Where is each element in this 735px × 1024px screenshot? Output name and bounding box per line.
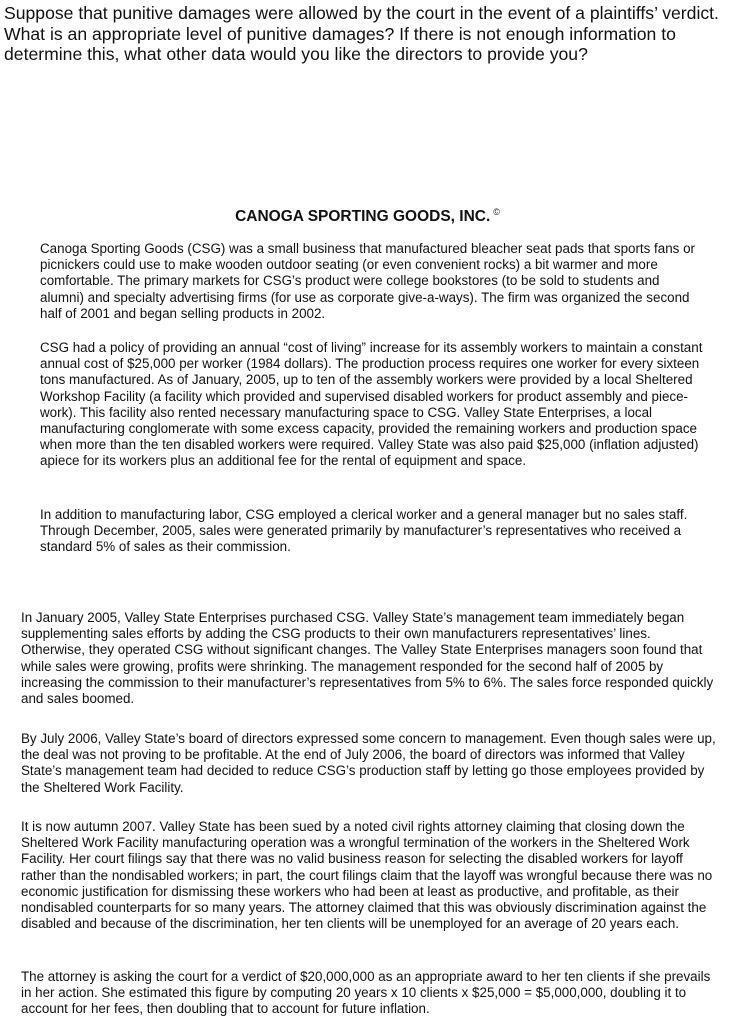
paragraph-cost-of-living-policy: CSG had a policy of providing an annual “cost of living” increase for its assembly workers to maintain a constant annual cost of $25,000 per worker (1984 dollars). The production process requires one worker for every sixteen tons manufactured. As of January, 2005, up to ten of the assembly workers were provided by a local Sheltered Workshop Facility (a facility which provided and supervised disabled workers for product assembly and piece-work). This facility also rented necessary manufacturing space to CSG. Valley State Enterprises, a local manufacturing conglomerate with some excess capacity, provided the remaining workers and production space when more than the ten disabled workers were required. Valley State was also paid $25,000 (inflation adjusted) apiece for its workers plus an additional fee for the rental of equipment and space. bbox=[40, 340, 703, 469]
case-title bbox=[0, 203, 735, 226]
paragraph-board-concern: By July 2006, Valley State’s board of directors expressed some concern to management. Even though sales were up, the deal was not proving to be profitable. At the end of July 2006, the board of directors was informed that Valley State’s management team had decided to reduce CSG’s production staff by letting go those employees provided by the Sheltered Work Facility. bbox=[21, 731, 716, 795]
discussion-question: Suppose that punitive damages were allowed by the court in the event of a plaintiffs’ verdict. What is an appropriate level of punitive damages? If there is not enough information to determine this, what other data would you like the directors to provide you? bbox=[4, 3, 719, 64]
copyright-mark: © bbox=[493, 207, 500, 217]
paragraph-acquisition: In January 2005, Valley State Enterprises purchased CSG. Valley State’s management team immediately began supplementing sales efforts by adding the CSG products to their own manufacturers representatives’ lines. Otherwise, they operated CSG without significant changes. The Valley State Enterprises managers soon found that while sales were growing, profits were shrinking. The management responded for the second half of 2005 by increasing the commission to their manufacturer’s representatives from 5% to 6%. The sales force responded quickly and sales boomed. bbox=[21, 610, 714, 707]
paragraph-company-background: Canoga Sporting Goods (CSG) was a small business that manufactured bleacher seat pads that sports fans or picnickers could use to make wooden outdoor seating (or even convenient rocks) a bit warmer and more comfortable. The primary markets for CSG’s product were college bookstores (to be sold to students and alumni) and specialty advertising firms (for use as corporate give-a-ways). The firm was organized the second half of 2001 and began selling products in 2002. bbox=[40, 241, 695, 321]
paragraph-damages-request: The attorney is asking the court for a verdict of $20,000,000 as an appropriate award to her ten clients if she prevails in her action. She estimated this figure by computing 20 years x 10 clients x $25,000 = $5,000,000, doubling it to account for her fees, then doubling that to account for future inflation. bbox=[21, 969, 711, 1017]
paragraph-lawsuit: It is now autumn 2007. Valley State has been sued by a noted civil rights attorney claiming that closing down the Sheltered Work Facility manufacturing operation was a wrongful termination of the workers in the Sheltered Work Facility. Her court filings say that there was no valid business reason for selecting the disabled workers for layoff rather than the nondisabled workers; in part, the court filings claim that the layoff was wrongful because there was no economic justification for dismissing these workers who had been at least as productive, and profitable, as their nondisabled counterparts for so many years. The attorney claimed that this was obviously discrimination against the disabled and because of the discrimination, her ten clients will be unemployed for an average of 20 years each. bbox=[21, 819, 713, 932]
case-title-text: CANOGA SPORTING GOODS, INC. bbox=[235, 208, 491, 226]
paragraph-staffing-and-commission: In addition to manufacturing labor, CSG employed a clerical worker and a general manager but no sales staff. Through December, 2005, sales were generated primarily by manufacturer’s representatives who received a standard 5% of sales as their commission. bbox=[40, 507, 688, 555]
